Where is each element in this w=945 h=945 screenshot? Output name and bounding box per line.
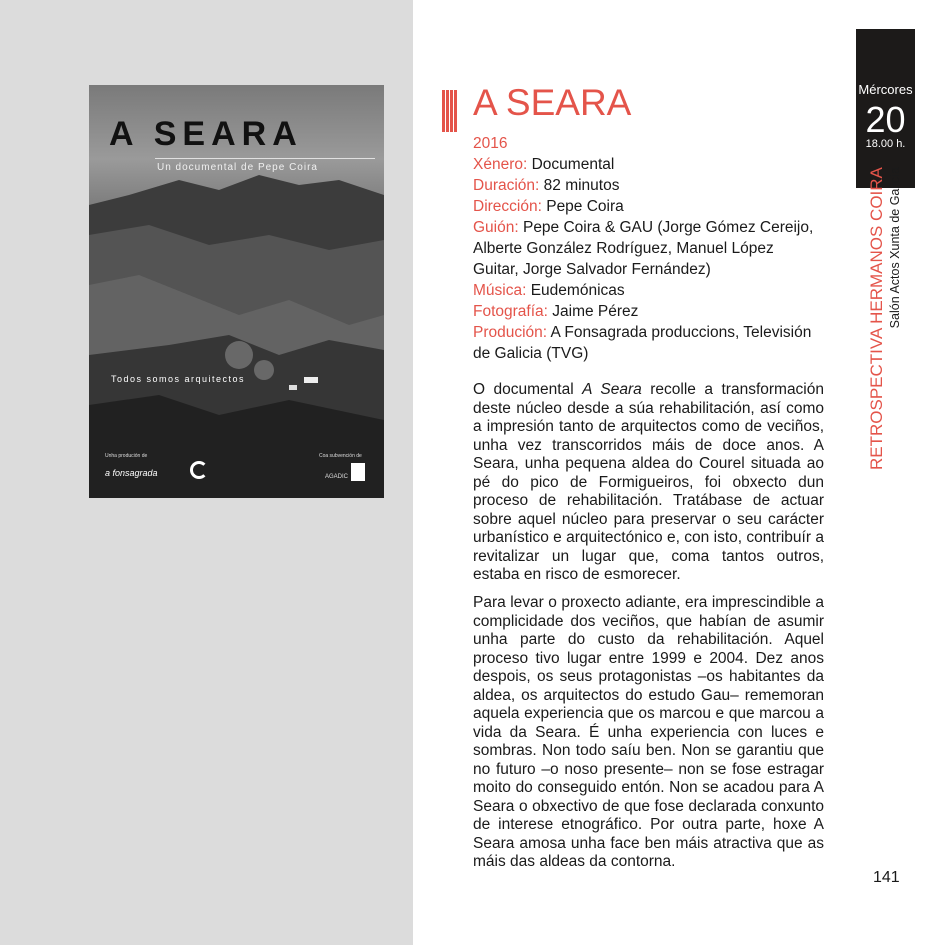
xunta-logo-icon [351,463,365,481]
genre-row: Xénero: Documental [473,156,615,173]
film-year: 2016 [473,135,508,152]
synopsis-paragraph-2: Para levar o proxecto adiante, era imprescindible a complicidade dos veciños, que habían de asumir unha parte do custo da rehabilitación. Aquel proceso tivo lugar entre 1999 e 2004. Dez anos despois, os seus protagonistas –os habitantes da aldea, os arquitectos do estudo Gau– rememoran aquela experiencia que os marcou e que marcou a vida da Seara. É unha experiencia con luces e sombras. Non todo saíu ben. Non se garantiu que no futuro –o noso presente– non se fose estragar moito do conseguido entón. Non se acadou para A Seara o obxectivo de que fose declarada conxunto de interese etnográfico. Por outra parte, hoxe A Seara amosa unha face ben máis atractiva que as máis das aldeas da contorna. [473,594,824,870]
duration-row: Duración: 82 minutos [473,177,620,194]
title-accent-bar [442,90,457,132]
poster-rule [155,158,375,159]
screening-time: 18.00 h. [865,138,906,150]
poster-tagline: Todos somos arquitectos [111,374,246,384]
film-credits [473,133,823,364]
music-row: Música: Eudemónicas [473,282,625,299]
production-row: Produción: A Fonsagrada produccions, Televisión de Galicia (TVG) [473,324,812,362]
poster-credit-right: Coa subvención de [319,453,362,459]
day-name: Mércores [858,82,913,97]
fonsagrada-logo: a fonsagrada [105,468,158,478]
film-poster [89,85,384,498]
day-number: 20 [865,99,906,140]
poster-credit-left: Unha produción de [105,453,148,459]
tvg-logo-icon [190,461,208,479]
agadic-logo: AGADIC [325,474,349,480]
script-row: Guión: Pepe Coira & GAU (Jorge Gómez Cereijo, Alberte González Rodríguez, Manuel López Guitar, Jorge Salvador Fernández) [473,219,814,278]
synopsis-paragraph-1: O documental A Seara recolle a transformación deste núcleo desde a súa rehabilitación, así como a impresión tanto de arquitectos como de veciños, unha vez transcorridos máis de doce anos. A Seara, unha pequena aldea do Courel situada ao pé do pico de Formigueiros, foi obxecto dun proceso de rehabilitación. Tratábase de actuar sobre aquel núcleo para preservar o seu carácter urbanístico e arquitectónico e, con isto, contribuír a revitalizar un lugar que, coma tantos outros, estaba en risco de esmorecer. [473,381,824,583]
direction-row: Dirección: Pepe Coira [473,198,624,215]
page-number: 141 [873,869,900,886]
poster-subtitle: Un documental de Pepe Coira [157,162,318,173]
venue-name: Salón Actos Xunta de Galicia [888,167,902,329]
left-panel [0,0,413,945]
section-title: RETROSPECTIVA HERMANOS COIRA [867,167,886,470]
photography-row: Fotografía: Jaime Pérez [473,303,639,320]
screening-date-box [856,29,915,188]
film-title: A SEARA [473,82,632,123]
poster-title: A SEARA [109,115,303,153]
